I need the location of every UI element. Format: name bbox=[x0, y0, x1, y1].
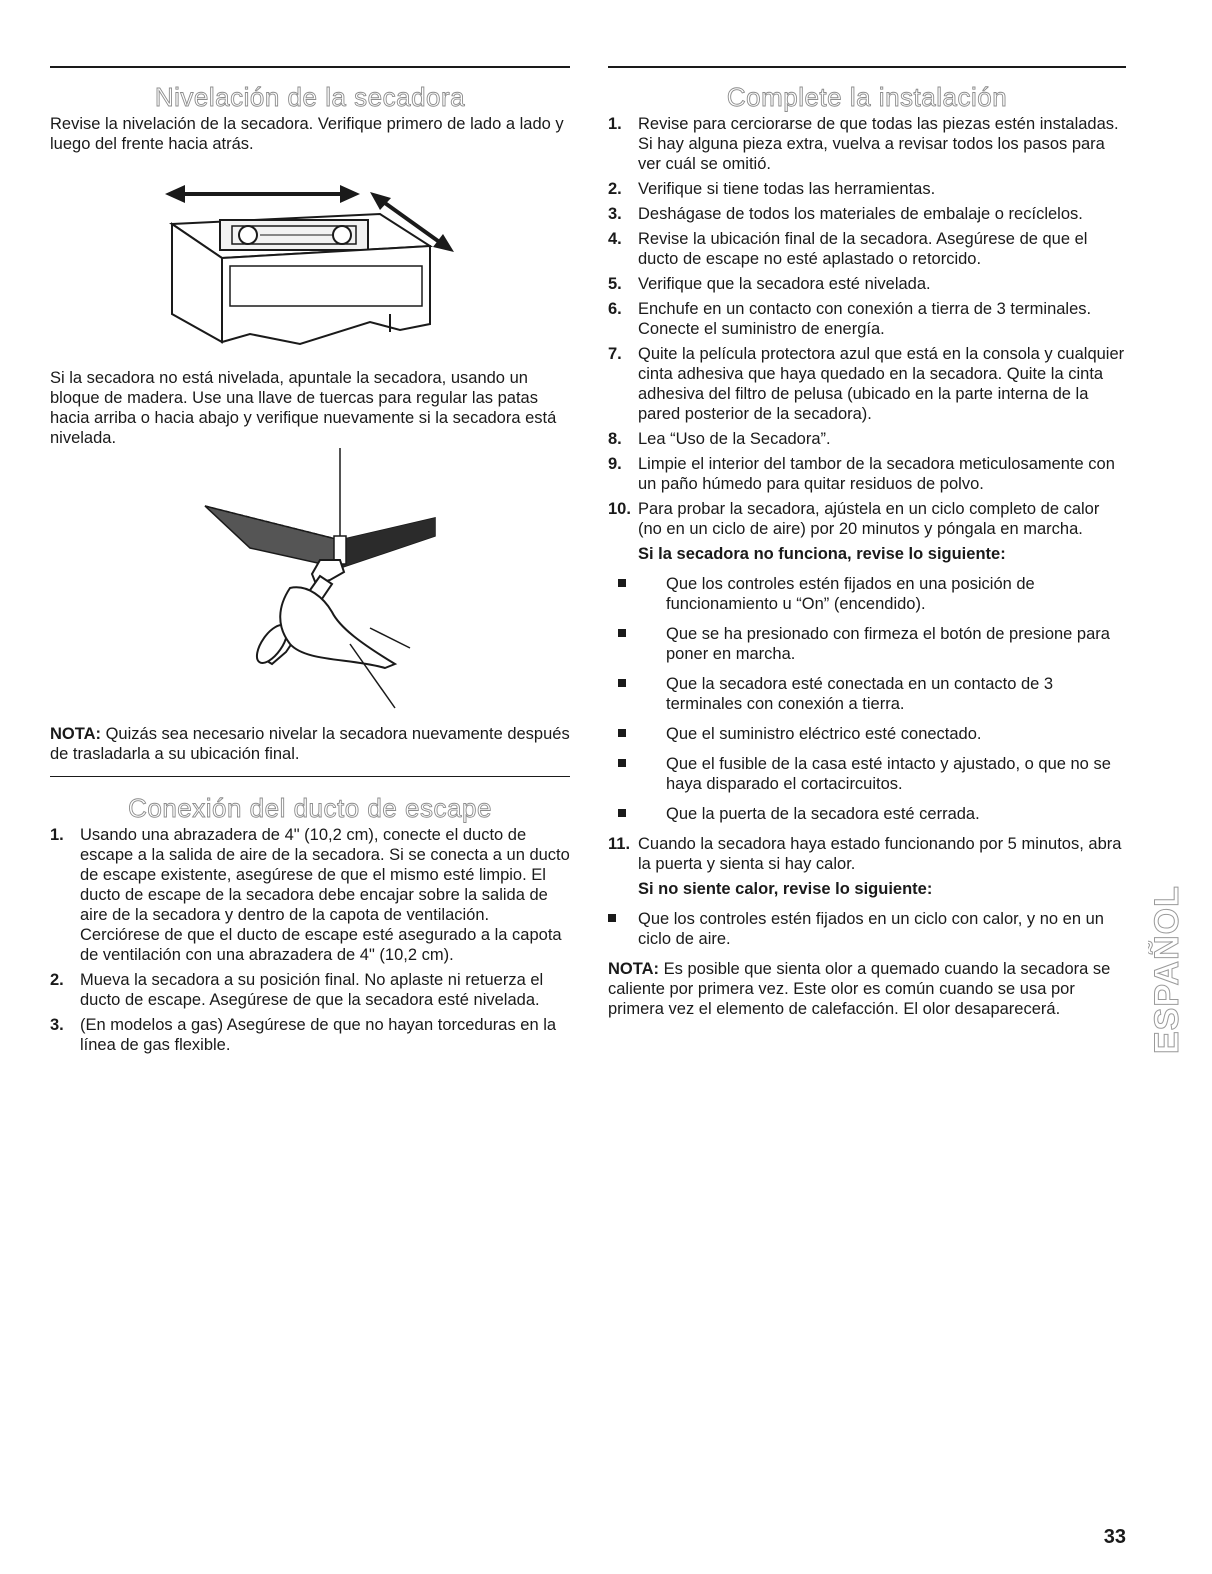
list-item: Que los controles estén fijados en un ciclo con calor, y no en un ciclo de aire. bbox=[608, 909, 1126, 949]
complete-steps bbox=[608, 114, 1126, 539]
dryer-level-illustration bbox=[50, 154, 570, 354]
list-item bbox=[608, 299, 1126, 339]
complete-heading: Complete la instalación bbox=[726, 82, 1008, 112]
step-number: 3. bbox=[608, 205, 622, 223]
language-side-tab bbox=[1148, 818, 1194, 1058]
note-label: NOTA: bbox=[608, 960, 660, 978]
heating-note bbox=[608, 959, 1126, 1019]
list-item bbox=[608, 344, 1126, 424]
leveling-intro: Revise la nivelación de la secadora. Verifique primero de lado a lado y luego del frente hacia atrás. bbox=[50, 115, 564, 153]
list-item bbox=[608, 499, 1126, 539]
exhaust-steps bbox=[50, 825, 570, 1055]
list-item: Que el suministro eléctrico esté conectado. bbox=[608, 724, 1126, 744]
list-item bbox=[608, 834, 1126, 874]
side-to-side-arrow-icon bbox=[165, 185, 360, 203]
step-text: Usando una abrazadera de 4" (10,2 cm), conecte el ducto de escape a la salida de aire de la secadora. Si se conecta a un ducto de escape existente, asegúrese de que el mismo esté limpio. El ducto de escape de la secadora debe encajar sobre la salida de aire de la secadora y dentro de la capota de ventilación. Cerciórese de que el ducto de escape esté asegurado a la capota de ventilación con una abrazadera de 4" (10,2 cm). bbox=[80, 826, 570, 964]
step-number: 6. bbox=[608, 300, 622, 318]
list-item: Que se ha presionado con firmeza el botón de presione para poner en marcha. bbox=[608, 624, 1126, 664]
leveling-heading: Nivelación de la secadora bbox=[154, 82, 466, 112]
note-text: Quizás sea necesario nivelar la secadora nuevamente después de trasladarla a su ubicación final. bbox=[50, 725, 570, 763]
check-heading-no-run: Si la secadora no funciona, revise lo siguiente: bbox=[638, 545, 1006, 563]
list-item bbox=[50, 1015, 570, 1055]
list-item bbox=[608, 204, 1126, 224]
step-text: Verifique si tiene todas las herramientas. bbox=[638, 180, 936, 198]
page-number: 33 bbox=[1103, 1526, 1126, 1548]
list-item: Que los controles estén fijados en una posición de funcionamiento u “On” (encendido). bbox=[608, 574, 1126, 614]
leveling-body: Si la secadora no está nivelada, apuntale la secadora, usando un bloque de madera. Use una llave de tuercas para regular las patas hacia arriba o hacia abajo y verifique nuevamente si la secadora está nivelada. bbox=[50, 369, 557, 447]
note-text: Es posible que sienta olor a quemado cuando la secadora se caliente por primera vez. Este olor es común cuando se usa por primera vez el elemento de calefacción. El olor desaparecerá. bbox=[608, 960, 1111, 1018]
list-item bbox=[50, 825, 570, 965]
section-rule bbox=[50, 66, 570, 68]
check-heading-no-heat: Si no siente calor, revise lo siguiente: bbox=[638, 880, 933, 898]
list-item: Que la secadora esté conectada en un contacto de 3 terminales con conexión a tierra. bbox=[608, 674, 1126, 714]
section-rule bbox=[50, 776, 570, 777]
no-run-checklist bbox=[608, 574, 1126, 824]
step-text: Para probar la secadora, ajústela en un ciclo completo de calor (no en un ciclo de aire) por 20 minutos y póngala en marcha. bbox=[638, 500, 1100, 538]
wrench-leg-illustration bbox=[50, 448, 570, 718]
list-item bbox=[608, 454, 1126, 494]
list-item: Que el fusible de la casa esté intacto y ajustado, o que no se haya disparado el cortacircuitos. bbox=[608, 754, 1126, 794]
list-item bbox=[608, 114, 1126, 174]
step-number: 9. bbox=[608, 455, 622, 473]
list-item bbox=[608, 274, 1126, 294]
step-number: 5. bbox=[608, 275, 622, 293]
list-item bbox=[608, 429, 1126, 449]
step-number: 3. bbox=[50, 1016, 64, 1034]
step-number: 10. bbox=[608, 500, 631, 518]
side-tab-label: ESPAÑOL bbox=[1148, 885, 1186, 1054]
no-heat-checklist bbox=[608, 909, 1126, 949]
step-number: 4. bbox=[608, 230, 622, 248]
section-rule bbox=[608, 66, 1126, 68]
step-number: 8. bbox=[608, 430, 622, 448]
leveling-note bbox=[50, 724, 570, 764]
step-text: Revise para cerciorarse de que todas las piezas estén instaladas. Si hay alguna pieza extra, vuelva a revisar todos los pasos para ver cuál se omitió. bbox=[638, 115, 1119, 173]
step-text: Deshágase de todos los materiales de embalaje o recíclelos. bbox=[638, 205, 1083, 223]
step-text: Limpie el interior del tambor de la secadora meticulosamente con un paño húmedo para quitar residuos de polvo. bbox=[638, 455, 1115, 493]
step-number: 11. bbox=[608, 835, 631, 853]
step-number: 7. bbox=[608, 345, 622, 363]
step-text: Verifique que la secadora esté nivelada. bbox=[638, 275, 931, 293]
step-text: Quite la película protectora azul que está en la consola y cualquier cinta adhesiva que haya quedado en la secadora. Quite la cinta adhesiva del filtro de pelusa (ubicado en la parte interna de la pared posterior de la secadora). bbox=[638, 345, 1125, 423]
step-text: Cuando la secadora haya estado funcionando por 5 minutos, abra la puerta y sienta si hay calor. bbox=[638, 835, 1122, 873]
complete-steps-continued bbox=[608, 834, 1126, 874]
list-item bbox=[50, 970, 570, 1010]
step-number: 1. bbox=[608, 115, 622, 133]
note-label: NOTA: bbox=[50, 725, 102, 743]
step-text: Mueva la secadora a su posición final. No aplaste ni retuerza el ducto de escape. Asegúrese de que la secadora esté nivelada. bbox=[80, 971, 544, 1009]
exhaust-heading: Conexión del ducto de escape bbox=[128, 793, 492, 823]
right-column bbox=[608, 66, 1126, 1019]
list-item bbox=[608, 179, 1126, 199]
step-text: Enchufe en un contacto con conexión a tierra de 3 terminales. Conecte el suministro de energía. bbox=[638, 300, 1092, 338]
list-item: Que la puerta de la secadora esté cerrada. bbox=[608, 804, 1126, 824]
step-number: 2. bbox=[608, 180, 622, 198]
left-column bbox=[50, 66, 570, 1060]
step-number: 2. bbox=[50, 971, 64, 989]
list-item bbox=[608, 229, 1126, 269]
step-text: (En modelos a gas) Asegúrese de que no hayan torceduras en la línea de gas flexible. bbox=[80, 1016, 557, 1054]
step-number: 1. bbox=[50, 826, 64, 844]
step-text: Lea “Uso de la Secadora”. bbox=[638, 430, 831, 448]
step-text: Revise la ubicación final de la secadora. Asegúrese de que el ducto de escape no esté aplastado o retorcido. bbox=[638, 230, 1088, 268]
